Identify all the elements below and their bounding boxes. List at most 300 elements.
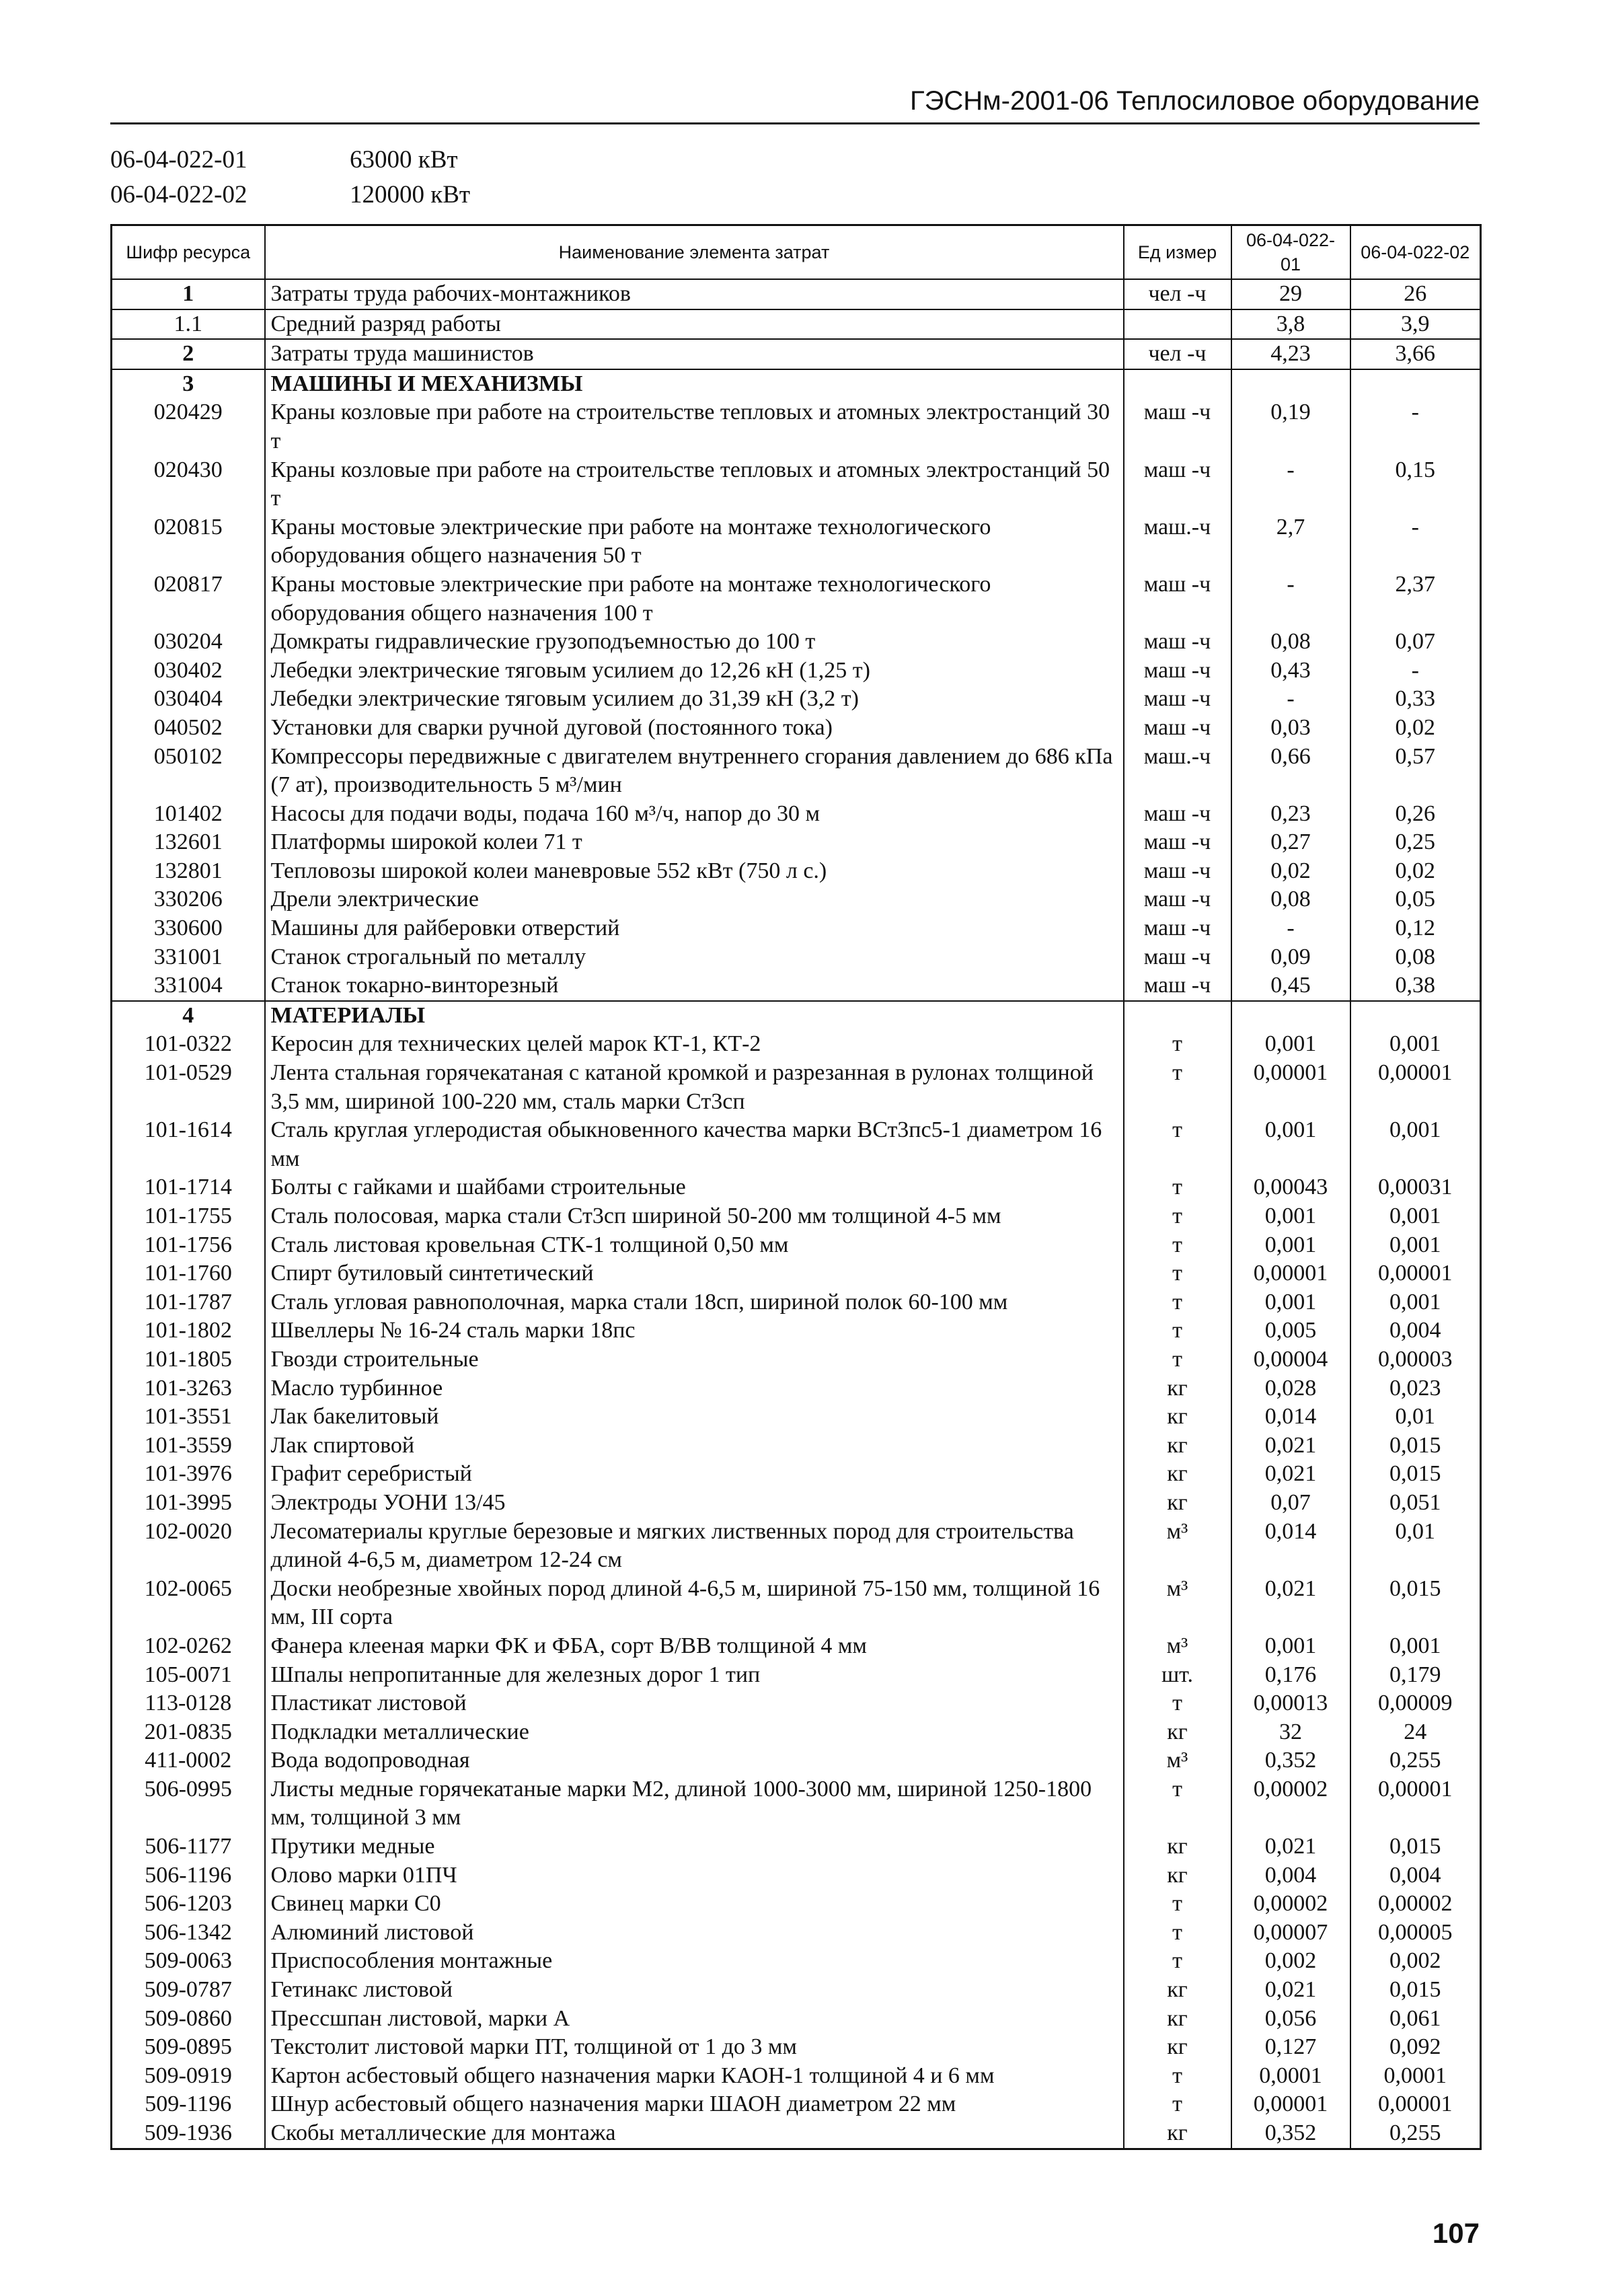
norm-01-value-cell: 0,00001 <box>1231 1259 1350 1288</box>
unit-cell: кг <box>1124 1489 1231 1518</box>
resource-code-cell: 1.1 <box>112 309 265 340</box>
table-row <box>112 800 1481 829</box>
table-row <box>112 1518 1481 1575</box>
cost-element-name-cell: Пластикат листовой <box>265 1689 1124 1718</box>
norm-01-value-cell: 0,0001 <box>1231 2062 1350 2091</box>
cost-element-name-cell: МАТЕРИАЛЫ <box>265 1001 1124 1031</box>
table-row <box>112 1345 1481 1374</box>
unit-cell: т <box>1124 1919 1231 1948</box>
norm-02-value-cell: 0,07 <box>1350 628 1481 657</box>
norm-01-value-cell: 0,23 <box>1231 800 1350 829</box>
norm-02-value-cell: 0,255 <box>1350 2119 1481 2149</box>
cost-element-name-cell: Приспособления монтажные <box>265 1947 1124 1976</box>
resource-table <box>110 224 1482 2150</box>
norm-01-value-cell: 0,07 <box>1231 1489 1350 1518</box>
unit-cell: кг <box>1124 1861 1231 1890</box>
table-row <box>112 339 1481 369</box>
unit-cell: чел -ч <box>1124 339 1231 369</box>
norm-01-value-cell: 0,014 <box>1231 1518 1350 1575</box>
cost-element-name-cell: Краны мостовые электрические при работе на монтаже технологического оборудования общего назначения 100 т <box>265 570 1124 628</box>
norm-02-value-cell: 0,015 <box>1350 1432 1481 1460</box>
cost-element-name-cell: Доски необрезные хвойных пород длиной 4-6,5 м, шириной 75-150 мм, толщиной 16 мм, III сорта <box>265 1575 1124 1632</box>
norm-01-value-cell: 0,66 <box>1231 743 1350 800</box>
norm-02-value-cell: 0,00001 <box>1350 1259 1481 1288</box>
table-row <box>112 309 1481 340</box>
unit-cell: маш -ч <box>1124 657 1231 686</box>
norm-02-value-cell: 0,15 <box>1350 456 1481 513</box>
cost-element-name-cell: Тепловозы широкой колеи маневровые 552 кВт (750 л с.) <box>265 857 1124 886</box>
norm-02-value-cell: 0,004 <box>1350 1317 1481 1345</box>
table-row <box>112 1861 1481 1890</box>
norm-02-value-cell: 0,092 <box>1350 2033 1481 2062</box>
header-cost-element-name: Наименование элемента затрат <box>265 225 1124 280</box>
cost-element-name-cell: Олово марки 01ПЧ <box>265 1861 1124 1890</box>
header-divider <box>110 122 1480 124</box>
norm-02-value-cell: 0,33 <box>1350 685 1481 714</box>
resource-code-cell: 101-0529 <box>112 1059 265 1116</box>
norm-02-value-cell: 0,05 <box>1350 885 1481 914</box>
resource-code-cell: 506-0995 <box>112 1775 265 1832</box>
unit-cell: маш -ч <box>1124 685 1231 714</box>
header-unit: Ед измер <box>1124 225 1231 280</box>
unit-cell: маш -ч <box>1124 628 1231 657</box>
norm-02-value-cell: 0,001 <box>1350 1288 1481 1317</box>
cost-element-name-cell: Фанера клееная марки ФК и ФБА, сорт В/ВВ толщиной 4 мм <box>265 1632 1124 1661</box>
cost-element-name-cell: Сталь листовая кровельная СТК-1 толщиной 0,50 мм <box>265 1231 1124 1260</box>
table-row <box>112 398 1481 455</box>
cost-element-name-cell: Графит серебристый <box>265 1460 1124 1489</box>
norm-02-value-cell <box>1350 1001 1481 1031</box>
unit-cell: кг <box>1124 2005 1231 2034</box>
unit-cell: т <box>1124 1775 1231 1832</box>
norm-02-value-cell: 0,051 <box>1350 1489 1481 1518</box>
norm-01-value-cell: 0,021 <box>1231 1460 1350 1489</box>
resource-code-cell: 101-1714 <box>112 1173 265 1202</box>
norm-02-value-cell: 0,023 <box>1350 1374 1481 1403</box>
cost-element-name-cell: Спирт бутиловый синтетический <box>265 1259 1124 1288</box>
unit-cell: т <box>1124 1173 1231 1202</box>
norm-01-value-cell: 3,8 <box>1231 309 1350 340</box>
norm-01-value-cell: 0,021 <box>1231 1575 1350 1632</box>
unit-cell: чел -ч <box>1124 279 1231 309</box>
norm-02-value-cell: 26 <box>1350 279 1481 309</box>
resource-code-cell: 509-1196 <box>112 2090 265 2119</box>
table-row <box>112 2005 1481 2034</box>
unit-cell: маш -ч <box>1124 398 1231 455</box>
cost-element-name-cell: Дрели электрические <box>265 885 1124 914</box>
norm-02-value-cell: 0,001 <box>1350 1632 1481 1661</box>
cost-element-name-cell: Гетинакс листовой <box>265 1976 1124 2005</box>
unit-cell: маш -ч <box>1124 885 1231 914</box>
cost-element-name-cell: Подкладки металлические <box>265 1718 1124 1747</box>
norm-02-value-cell: 0,12 <box>1350 914 1481 943</box>
header-norm-02: 06-04-022-02 <box>1350 225 1481 280</box>
norm-01-value-cell: 0,001 <box>1231 1116 1350 1173</box>
unit-cell: маш -ч <box>1124 914 1231 943</box>
unit-cell: т <box>1124 1231 1231 1260</box>
norm-02-value-cell: 0,001 <box>1350 1030 1481 1059</box>
norm-02-value-cell: 0,001 <box>1350 1202 1481 1231</box>
resource-code-cell: 506-1203 <box>112 1890 265 1919</box>
norm-02-value-cell: 0,0001 <box>1350 2062 1481 2091</box>
cost-element-name-cell: Машины для райберовки отверстий <box>265 914 1124 943</box>
resource-code-cell: 509-1936 <box>112 2119 265 2149</box>
resource-code-cell: 331004 <box>112 971 265 1001</box>
norm-01-value-cell <box>1231 369 1350 399</box>
cost-element-name-cell: Листы медные горячекатаные марки М2, длиной 1000-3000 мм, шириной 1250-1800 мм, толщиной 3 мм <box>265 1775 1124 1832</box>
norm-02-value-cell: 0,002 <box>1350 1947 1481 1976</box>
norm-02-value-cell: 0,004 <box>1350 1861 1481 1890</box>
table-row <box>112 1432 1481 1460</box>
norm-02-value-cell: 0,00003 <box>1350 1345 1481 1374</box>
cost-element-name-cell: Болты с гайками и шайбами строительные <box>265 1173 1124 1202</box>
norm-02-value-cell: 0,02 <box>1350 857 1481 886</box>
table-row <box>112 1832 1481 1861</box>
cost-element-name-cell: Домкраты гидравлические грузоподъемностью до 100 т <box>265 628 1124 657</box>
table-row <box>112 1460 1481 1489</box>
unit-cell: т <box>1124 1317 1231 1345</box>
norm-01-value-cell: 0,001 <box>1231 1231 1350 1260</box>
cost-element-name-cell: Свинец марки С0 <box>265 1890 1124 1919</box>
table-row <box>112 513 1481 570</box>
norm-01-value-cell: 29 <box>1231 279 1350 309</box>
table-row <box>112 1976 1481 2005</box>
table-row <box>112 2033 1481 2062</box>
norm-01-value-cell: 0,021 <box>1231 1832 1350 1861</box>
table-row <box>112 1718 1481 1747</box>
table-row <box>112 1947 1481 1976</box>
unit-cell: т <box>1124 1059 1231 1116</box>
norm-01-value-cell: 0,352 <box>1231 2119 1350 2149</box>
norm-01-value-cell: 0,02 <box>1231 857 1350 886</box>
unit-cell: маш.-ч <box>1124 743 1231 800</box>
norm-02-value-cell: 0,015 <box>1350 1575 1481 1632</box>
table-row <box>112 570 1481 628</box>
norm-01-value-cell: - <box>1231 914 1350 943</box>
resource-code-cell: 020429 <box>112 398 265 455</box>
table-row <box>112 1259 1481 1288</box>
norm-01-value-cell: 32 <box>1231 1718 1350 1747</box>
norm-02-value-cell: 0,25 <box>1350 828 1481 857</box>
norm-02-value-cell: 3,9 <box>1350 309 1481 340</box>
resource-code-cell: 030404 <box>112 685 265 714</box>
norm-02-value-cell: 0,01 <box>1350 1518 1481 1575</box>
norm-01-value-cell: 0,001 <box>1231 1288 1350 1317</box>
cost-element-name-cell: Керосин для технических целей марок КТ-1, КТ-2 <box>265 1030 1124 1059</box>
table-row <box>112 1890 1481 1919</box>
table-row <box>112 1661 1481 1690</box>
unit-cell: маш.-ч <box>1124 513 1231 570</box>
norm-02-value-cell: 0,00005 <box>1350 1919 1481 1948</box>
table-row <box>112 685 1481 714</box>
table-row <box>112 714 1481 743</box>
cost-element-name-cell: Установки для сварки ручной дуговой (постоянного тока) <box>265 714 1124 743</box>
norm-02-value-cell: 0,00001 <box>1350 1775 1481 1832</box>
cost-element-name-cell: Электроды УОНИ 13/45 <box>265 1489 1124 1518</box>
norm-02-value-cell: 0,02 <box>1350 714 1481 743</box>
unit-cell: т <box>1124 1890 1231 1919</box>
unit-cell <box>1124 369 1231 399</box>
resource-code-cell: 2 <box>112 339 265 369</box>
table-row <box>112 1030 1481 1059</box>
table-row <box>112 1746 1481 1775</box>
norm-01-value-cell: 0,176 <box>1231 1661 1350 1690</box>
norm-01-value-cell: 2,7 <box>1231 513 1350 570</box>
resource-code-cell: 3 <box>112 369 265 399</box>
norm-01-value-cell: 0,00001 <box>1231 1059 1350 1116</box>
table-row <box>112 2119 1481 2149</box>
cost-element-name-cell: Лебедки электрические тяговым усилием до 31,39 кН (3,2 т) <box>265 685 1124 714</box>
norm-01-value-cell: 0,002 <box>1231 1947 1350 1976</box>
cost-element-name-cell: Средний разряд работы <box>265 309 1124 340</box>
cost-element-name-cell: Лента стальная горячекатаная с катаной кромкой и разрезанная в рулонах толщиной 3,5 мм, шириной 100-220 мм, сталь марки Ст3сп <box>265 1059 1124 1116</box>
norm-01-value-cell: 0,004 <box>1231 1861 1350 1890</box>
norm-01-value-cell: 0,001 <box>1231 1030 1350 1059</box>
unit-cell: т <box>1124 1259 1231 1288</box>
resource-table-container <box>110 224 1480 2150</box>
resource-code-cell: 030402 <box>112 657 265 686</box>
cost-element-name-cell: Краны козловые при работе на строительстве тепловых и атомных электростанций 30 т <box>265 398 1124 455</box>
norm-01-value-cell: 0,09 <box>1231 943 1350 972</box>
norm-02-value-cell: 0,26 <box>1350 800 1481 829</box>
table-body <box>112 279 1481 2149</box>
cost-element-name-cell: Скобы металлические для монтажа <box>265 2119 1124 2149</box>
resource-code-cell: 101-1805 <box>112 1345 265 1374</box>
cost-element-name-cell: Лесоматериалы круглые березовые и мягких лиственных пород для строительства длиной 4-6,5 м, диаметром 12-24 см <box>265 1518 1124 1575</box>
resource-code-cell: 020430 <box>112 456 265 513</box>
cost-element-name-cell: Шпалы непропитанные для железных дорог 1 тип <box>265 1661 1124 1690</box>
norm-02-value-cell: 0,00009 <box>1350 1689 1481 1718</box>
header-norm-01: 06-04-022-01 <box>1231 225 1350 280</box>
norm-01-value-cell: 0,014 <box>1231 1403 1350 1432</box>
resource-code-cell: 4 <box>112 1001 265 1031</box>
norm-01-value-cell: 0,43 <box>1231 657 1350 686</box>
unit-cell <box>1124 309 1231 340</box>
norm-01-value-cell: 0,021 <box>1231 1432 1350 1460</box>
table-row <box>112 1374 1481 1403</box>
norm-02-value-cell: 0,08 <box>1350 943 1481 972</box>
norm-01-value-cell: 0,00002 <box>1231 1890 1350 1919</box>
cost-element-name-cell: Прутики медные <box>265 1832 1124 1861</box>
unit-cell: маш -ч <box>1124 456 1231 513</box>
unit-cell: маш -ч <box>1124 943 1231 972</box>
document-header-title: ГЭСНм-2001-06 Теплосиловое оборудование <box>909 86 1480 116</box>
norm-01-value-cell: - <box>1231 456 1350 513</box>
header-resource-code: Шифр ресурса <box>112 225 265 280</box>
resource-code-cell: 132801 <box>112 857 265 886</box>
cost-element-name-cell: Прессшпан листовой, марки А <box>265 2005 1124 2034</box>
norm-02-value-cell: 0,255 <box>1350 1746 1481 1775</box>
cost-element-name-cell: Текстолит листовой марки ПТ, толщиной от 1 до 3 мм <box>265 2033 1124 2062</box>
unit-cell: т <box>1124 1288 1231 1317</box>
resource-code-cell: 509-0895 <box>112 2033 265 2062</box>
cost-element-name-cell: Платформы широкой колеи 71 т <box>265 828 1124 857</box>
cost-element-name-cell: Компрессоры передвижные с двигателем внутреннего сгорания давлением до 686 кПа (7 ат), производительность 5 м³/мин <box>265 743 1124 800</box>
norm-01-value-cell: 0,19 <box>1231 398 1350 455</box>
norm-01-value-cell: 0,00013 <box>1231 1689 1350 1718</box>
table-row <box>112 1689 1481 1718</box>
norm-01-value-cell: 0,00001 <box>1231 2090 1350 2119</box>
norm-01-value-cell: 4,23 <box>1231 339 1350 369</box>
norm-01-value-cell: 0,001 <box>1231 1202 1350 1231</box>
norm-01-value-cell: 0,27 <box>1231 828 1350 857</box>
table-row <box>112 943 1481 972</box>
unit-cell <box>1124 1001 1231 1031</box>
resource-code-cell: 101-1787 <box>112 1288 265 1317</box>
cost-element-name-cell: Лак спиртовой <box>265 1432 1124 1460</box>
norm-02-value-cell: 2,37 <box>1350 570 1481 628</box>
unit-cell: кг <box>1124 1460 1231 1489</box>
cost-element-name-cell: Краны мостовые электрические при работе на монтаже технологического оборудования общего назначения 50 т <box>265 513 1124 570</box>
norm-01-value-cell: 0,03 <box>1231 714 1350 743</box>
table-row <box>112 1231 1481 1260</box>
table-row <box>112 657 1481 686</box>
resource-code-cell: 101-0322 <box>112 1030 265 1059</box>
norm-01-value-cell: 0,00004 <box>1231 1345 1350 1374</box>
table-row <box>112 914 1481 943</box>
resource-code-cell: 050102 <box>112 743 265 800</box>
unit-cell: маш -ч <box>1124 570 1231 628</box>
unit-cell: маш -ч <box>1124 800 1231 829</box>
resource-code-cell: 331001 <box>112 943 265 972</box>
unit-cell: маш -ч <box>1124 857 1231 886</box>
resource-code-cell: 101-1802 <box>112 1317 265 1345</box>
norm-01-value-cell: 0,021 <box>1231 1976 1350 2005</box>
resource-code-cell: 030204 <box>112 628 265 657</box>
resource-code-cell: 330600 <box>112 914 265 943</box>
resource-code-cell: 101-1760 <box>112 1259 265 1288</box>
norm-02-value-cell: 0,00031 <box>1350 1173 1481 1202</box>
cost-element-name-cell: Краны козловые при работе на строительстве тепловых и атомных электростанций 50 т <box>265 456 1124 513</box>
unit-cell: т <box>1124 1030 1231 1059</box>
unit-cell: т <box>1124 1116 1231 1173</box>
norm-code: 06-04-022-01 <box>110 146 247 174</box>
table-row <box>112 1059 1481 1116</box>
unit-cell: кг <box>1124 1432 1231 1460</box>
cost-element-name-cell: Затраты труда машинистов <box>265 339 1124 369</box>
unit-cell: кг <box>1124 1976 1231 2005</box>
cost-element-name-cell: Гвозди строительные <box>265 1345 1124 1374</box>
unit-cell: м³ <box>1124 1632 1231 1661</box>
norm-01-value-cell: 0,00043 <box>1231 1173 1350 1202</box>
cost-element-name-cell: МАШИНЫ И МЕХАНИЗМЫ <box>265 369 1124 399</box>
norm-capacity: 120000 кВт <box>350 181 471 209</box>
resource-code-cell: 411-0002 <box>112 1746 265 1775</box>
resource-code-cell: 105-0071 <box>112 1661 265 1690</box>
table-row <box>112 628 1481 657</box>
table-row <box>112 1632 1481 1661</box>
norm-02-value-cell: 0,001 <box>1350 1116 1481 1173</box>
cost-element-name-cell: Сталь полосовая, марка стали Ст3сп шириной 50-200 мм толщиной 4-5 мм <box>265 1202 1124 1231</box>
resource-code-cell: 102-0020 <box>112 1518 265 1575</box>
resource-code-cell: 102-0065 <box>112 1575 265 1632</box>
cost-element-name-cell: Картон асбестовый общего назначения марки КАОН-1 толщиной 4 и 6 мм <box>265 2062 1124 2091</box>
table-row <box>112 1288 1481 1317</box>
norm-02-value-cell: 0,061 <box>1350 2005 1481 2034</box>
norm-01-value-cell: - <box>1231 570 1350 628</box>
table-row <box>112 1775 1481 1832</box>
norm-code-row <box>110 178 470 213</box>
resource-code-cell: 101-3559 <box>112 1432 265 1460</box>
norm-01-value-cell: 0,352 <box>1231 1746 1350 1775</box>
table-row <box>112 2090 1481 2119</box>
resource-code-cell: 330206 <box>112 885 265 914</box>
resource-code-cell: 020815 <box>112 513 265 570</box>
table-row <box>112 456 1481 513</box>
norm-02-value-cell: - <box>1350 398 1481 455</box>
cost-element-name-cell: Швеллеры № 16-24 сталь марки 18пс <box>265 1317 1124 1345</box>
resource-code-cell: 101-1614 <box>112 1116 265 1173</box>
cost-element-name-cell: Насосы для подачи воды, подача 160 м³/ч, напор до 30 м <box>265 800 1124 829</box>
table-header-row <box>112 225 1481 280</box>
cost-element-name-cell: Сталь круглая углеродистая обыкновенного качества марки ВСт3пс5-1 диаметром 16 мм <box>265 1116 1124 1173</box>
norm-02-value-cell: 0,00002 <box>1350 1890 1481 1919</box>
unit-cell: маш -ч <box>1124 828 1231 857</box>
norm-01-value-cell: 0,00002 <box>1231 1775 1350 1832</box>
resource-code-cell: 506-1196 <box>112 1861 265 1890</box>
norm-02-value-cell: 0,00001 <box>1350 2090 1481 2119</box>
table-row <box>112 1919 1481 1948</box>
table-row <box>112 279 1481 309</box>
resource-code-cell: 020817 <box>112 570 265 628</box>
unit-cell: шт. <box>1124 1661 1231 1690</box>
unit-cell: т <box>1124 2090 1231 2119</box>
unit-cell: маш -ч <box>1124 714 1231 743</box>
unit-cell: кг <box>1124 1374 1231 1403</box>
unit-cell: маш -ч <box>1124 971 1231 1001</box>
cost-element-name-cell: Лебедки электрические тяговым усилием до 12,26 кН (1,25 т) <box>265 657 1124 686</box>
unit-cell: т <box>1124 1202 1231 1231</box>
resource-code-cell: 101-3263 <box>112 1374 265 1403</box>
resource-code-cell: 113-0128 <box>112 1689 265 1718</box>
resource-code-cell: 509-0919 <box>112 2062 265 2091</box>
norm-capacity: 63000 кВт <box>350 146 458 174</box>
resource-code-cell: 101-1756 <box>112 1231 265 1260</box>
unit-cell: кг <box>1124 1832 1231 1861</box>
norm-02-value-cell: 0,015 <box>1350 1976 1481 2005</box>
unit-cell: кг <box>1124 1718 1231 1747</box>
table-row <box>112 1001 1481 1031</box>
cost-element-name-cell: Затраты труда рабочих-монтажников <box>265 279 1124 309</box>
norm-02-value-cell: 24 <box>1350 1718 1481 1747</box>
norm-01-value-cell: 0,056 <box>1231 2005 1350 2034</box>
table-row <box>112 1116 1481 1173</box>
norm-02-value-cell: 0,001 <box>1350 1231 1481 1260</box>
norm-01-value-cell <box>1231 1001 1350 1031</box>
cost-element-name-cell: Алюминий листовой <box>265 1919 1124 1948</box>
unit-cell: м³ <box>1124 1746 1231 1775</box>
norm-02-value-cell: 0,57 <box>1350 743 1481 800</box>
resource-code-cell: 509-0860 <box>112 2005 265 2034</box>
table-row <box>112 1173 1481 1202</box>
norm-code-row <box>110 143 470 178</box>
norm-01-value-cell: 0,005 <box>1231 1317 1350 1345</box>
resource-code-cell: 101-3551 <box>112 1403 265 1432</box>
resource-code-cell: 506-1177 <box>112 1832 265 1861</box>
norm-02-value-cell: 0,179 <box>1350 1661 1481 1690</box>
unit-cell: т <box>1124 2062 1231 2091</box>
resource-code-cell: 509-0787 <box>112 1976 265 2005</box>
table-row <box>112 1317 1481 1345</box>
norm-02-value-cell <box>1350 369 1481 399</box>
resource-code-cell: 509-0063 <box>112 1947 265 1976</box>
resource-code-cell: 101-1755 <box>112 1202 265 1231</box>
unit-cell: м³ <box>1124 1575 1231 1632</box>
norm-code: 06-04-022-02 <box>110 181 247 209</box>
table-row <box>112 828 1481 857</box>
norm-02-value-cell: - <box>1350 513 1481 570</box>
unit-cell: т <box>1124 1947 1231 1976</box>
